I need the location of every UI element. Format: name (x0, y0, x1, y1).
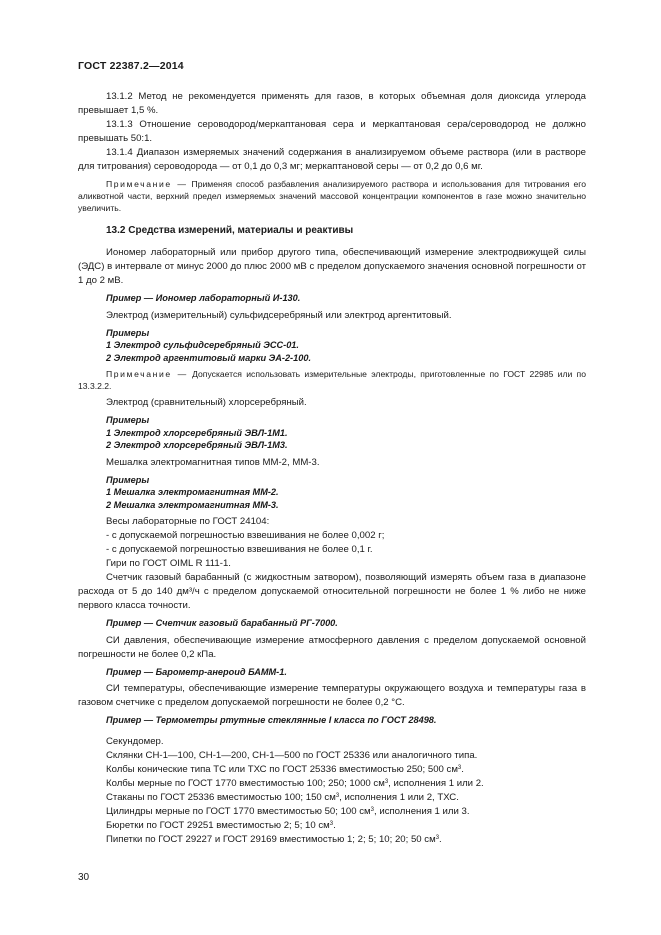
page-content (78, 90, 586, 847)
example-ref-electrode-2: 2 Электрод хлорсеребряный ЭВЛ-1М3. (106, 440, 288, 450)
note-label: Примечание — (106, 179, 188, 189)
period: . (333, 819, 336, 831)
section-heading: 13.2 Средства измерений, материалы и реактивы (106, 225, 354, 236)
note-1-text: Применяя способ разбавления анализируемого раствора и использования для титрования его аликвотной части, верхний предел измеряемых значений массовой концентрации компонентов в газе можно значительно увеличить. (78, 179, 587, 213)
example-gas-meter: Пример — Счетчик газовый барабанный РГ-7000. (106, 618, 338, 628)
cylinders-text: Цилиндры мерные по ГОСТ 1770 вместимостью 50; 100 см (106, 805, 371, 817)
document-header: ГОСТ 22387.2—2014 (78, 60, 184, 72)
page-number: 30 (78, 872, 90, 883)
temperature-item: СИ температуры, обеспечивающие измерение температуры окружающего воздуха и температуры газа в газовом счетчике с пределом допускаемой погрешности не более 0,2 °С. (78, 683, 586, 708)
stirrer-item: Мешалка электромагнитная типов ММ-2, ММ-3. (106, 456, 320, 468)
superscript-3: 3 (329, 820, 334, 827)
example-ionomer: Пример — Иономер лабораторный И-130. (106, 293, 301, 303)
example-stirrer-1: 1 Мешалка электромагнитная ММ-2. (106, 487, 279, 497)
example-stirrer-2: 2 Мешалка электромагнитная ММ-3. (106, 499, 279, 510)
clause-13-1-4: 13.1.4 Диапазон измеряемых значений содержания в анализируемом объеме раствора (или в растворе для титрования) сероводорода — от 0,1 до 0,3 мг; меркаптановой серы — от 0,2 до 0,6 мг. (78, 147, 586, 172)
examples-label: Примеры (106, 415, 150, 425)
electrode-measuring: Электрод (измерительный) сульфидсеребряный или электрод аргентитовый. (106, 309, 452, 321)
burettes-text: Бюретки по ГОСТ 29251 вместимостью 2; 5; 10 см (106, 819, 330, 831)
stopwatch-item: Секундомер. (106, 735, 164, 747)
example-temperature: Пример — Термометры ртутные стеклянные I класса по ГОСТ 28498. (106, 715, 437, 725)
superscript-3: 3 (384, 778, 389, 785)
examples-label: Примеры (106, 474, 150, 485)
scales-item: Весы лабораторные по ГОСТ 24104: (106, 516, 270, 527)
clause-13-1-2: 13.1.2 Метод не рекомендуется применять для газов, в которых объемная доля диоксида углерода превышает 1,5 %. (78, 91, 586, 116)
scales-option-1: - с допускаемой погрешностью взвешивания не более 0,002 г; (106, 530, 385, 541)
superscript-3: 3 (335, 792, 340, 799)
cylinders-item (78, 805, 586, 819)
pipettes-text: Пипетки по ГОСТ 29227 и ГОСТ 29169 вместимостью 1; 2; 5; 10; 20; 50 см (106, 833, 436, 845)
period: . (461, 763, 464, 775)
beakers-item (78, 791, 586, 805)
beakers-tail: , исполнения 1 или 2, ТХС. (339, 791, 459, 803)
conical-flasks-item (78, 763, 586, 777)
clause-13-1-3: 13.1.3 Отношение сероводород/меркаптановая сера и меркаптановая сера/сероводород не должно превышать 50:1. (78, 119, 586, 144)
ionomer-item: Иономер лабораторный или прибор другого типа, обеспечивающий измерение электродвижущей силы (ЭДС) в интервале от минус 2000 до плюс 2000 мВ с пределом допускаемого значения основной погрешности от 1 до 2 мВ. (78, 247, 586, 286)
note-label: Примечание — (106, 369, 188, 379)
example-electrode-2: 2 Электрод аргентитовый марки ЭА-2-100. (106, 352, 311, 363)
superscript-3: 3 (457, 764, 462, 771)
example-pressure: Пример — Барометр-анероид БАММ-1. (106, 666, 287, 677)
period: . (439, 833, 442, 845)
conical-flasks-text: Колбы конические типа ТС или ТХС по ГОСТ 25336 вместимостью 250; 500 см (106, 763, 458, 775)
pressure-item: СИ давления, обеспечивающие измерение атмосферного давления с пределом допускаемой основной погрешности не более 0,2 кПа. (78, 634, 586, 660)
examples-label: Примеры (106, 327, 150, 338)
volumetric-flasks-tail: , исполнения 1 или 2. (388, 777, 484, 789)
weights-item: Гири по ГОСТ OIML R 111-1. (106, 558, 231, 569)
burettes-item (78, 819, 586, 833)
note-2 (78, 368, 586, 392)
pipettes-item (78, 833, 586, 847)
superscript-3: 3 (435, 834, 440, 841)
volumetric-flasks-text: Колбы мерные по ГОСТ 1770 вместимостью 100; 250; 1000 см (106, 777, 385, 789)
note-2-text: Допускается использовать измерительные электроды, приготовленные по ГОСТ 22985 или по 13.3.2.2. (78, 369, 586, 391)
example-ref-electrode-1: 1 Электрод хлорсеребряный ЭВЛ-1М1. (106, 427, 288, 438)
note-1 (78, 178, 586, 214)
example-electrode-1: 1 Электрод сульфидсеребряный ЭСС-01. (106, 340, 299, 350)
electrode-reference: Электрод (сравнительный) хлорсеребряный. (106, 397, 307, 408)
scales-option-2: - с допускаемой погрешностью взвешивания не более 0,1 г. (106, 544, 373, 555)
gas-meter-item: Счетчик газовый барабанный (с жидкостным затвором), позволяющий измерять объем газа в диапазоне расхода от 5 до 140 дм³/ч с пределом допускаемой относительной погрешности не более 1 % либо не ниже первого класса точности. (78, 572, 586, 611)
volumetric-flasks-item (78, 777, 586, 791)
superscript-3: 3 (370, 806, 374, 813)
flasks-sn-item: Склянки СН-1—100, СН-1—200, СН-1—500 по ГОСТ 25336 или аналогичного типа. (106, 749, 478, 761)
cylinders-tail: , исполнения 1 или 3. (374, 805, 470, 817)
beakers-text: Стаканы по ГОСТ 25336 вместимостью 100; 150 см (106, 791, 336, 803)
